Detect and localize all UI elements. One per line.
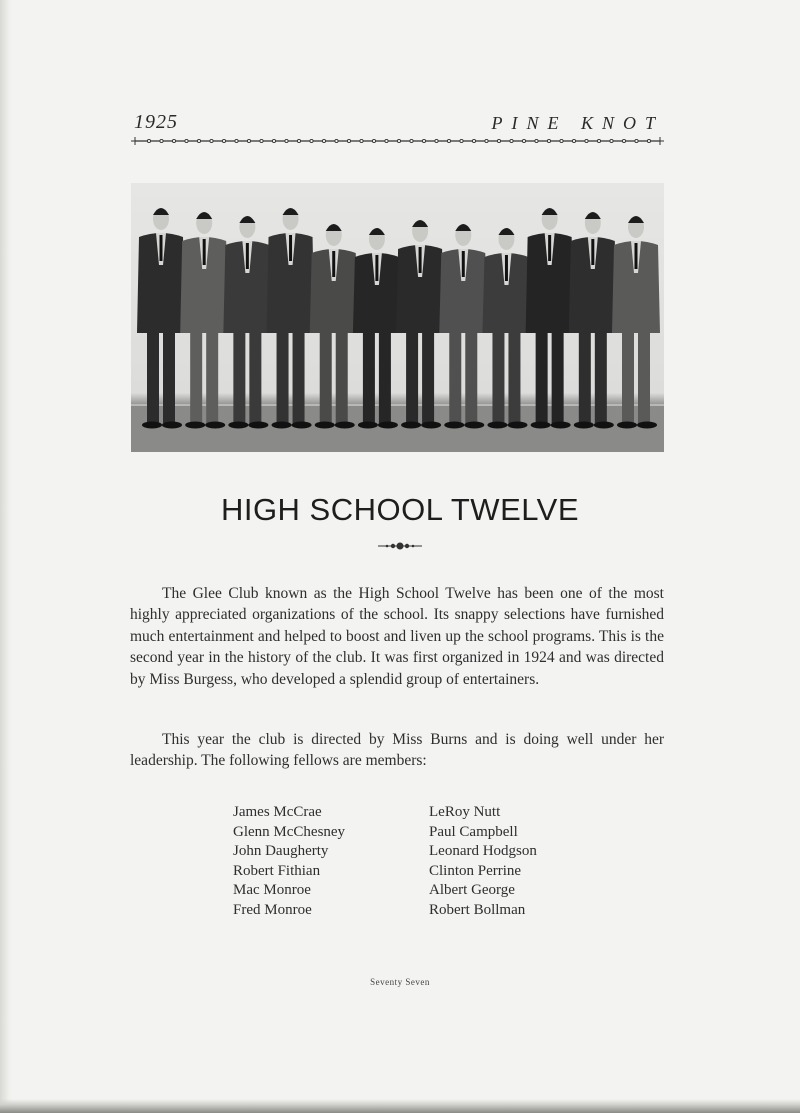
club-member-figure [396,220,444,429]
page-header [131,111,664,147]
member-name: Robert Fithian [233,862,321,879]
member-name: LeRoy Nutt [429,804,501,820]
page-bottom-edge [0,1099,800,1113]
club-member-figure [526,208,574,429]
decorative-rule [131,137,664,145]
member-name: Leonard Hodgson [429,843,537,860]
members-list-left [233,803,345,921]
club-member-figure [310,224,358,429]
member-name: Paul Campbell [429,823,518,840]
club-member-figure [612,216,660,429]
members-list-right [429,803,537,921]
header-book-title: PINE KNOT [491,113,664,133]
club-member-figure [353,228,401,429]
member-name: John Daugherty [233,843,329,860]
member-name: Albert George [429,882,515,899]
club-member-figure [482,228,530,429]
ornament-divider-icon [376,541,424,551]
member-name: James McCrae [233,804,322,820]
director-paragraph: This year the club is directed by Miss Burns and is doing well under her leadership. The following fellows are members: [130,731,664,770]
member-name: Clinton Perrine [429,862,522,879]
club-member-figure [569,212,617,429]
club-member-figure [180,212,228,429]
group-photo [131,183,664,452]
header-year: 1925 [134,111,178,133]
member-name: Mac Monroe [233,882,311,899]
club-member-figure [439,224,487,429]
club-member-figure [267,208,315,429]
club-member-figure [137,208,185,429]
member-name: Fred Monroe [233,901,312,918]
page-edge [0,0,12,1113]
club-member-figure [223,216,271,429]
page-number: Seventy Seven [370,977,430,987]
member-name: Robert Bollman [429,901,526,918]
member-name: Glenn McChesney [233,823,346,840]
page-title: HIGH SCHOOL TWELVE [220,492,580,527]
intro-paragraph: The Glee Club known as the High School Twelve has been one of the most highly appreciated organizations of the school. Its snappy selections have furnished much entertainment and helped to boost and liven up the school programs. This is the second year in the history of the club. It was first organized in 1924 and was directed by Miss Burgess, who developed a splendid group of entertainers. [130,585,664,688]
